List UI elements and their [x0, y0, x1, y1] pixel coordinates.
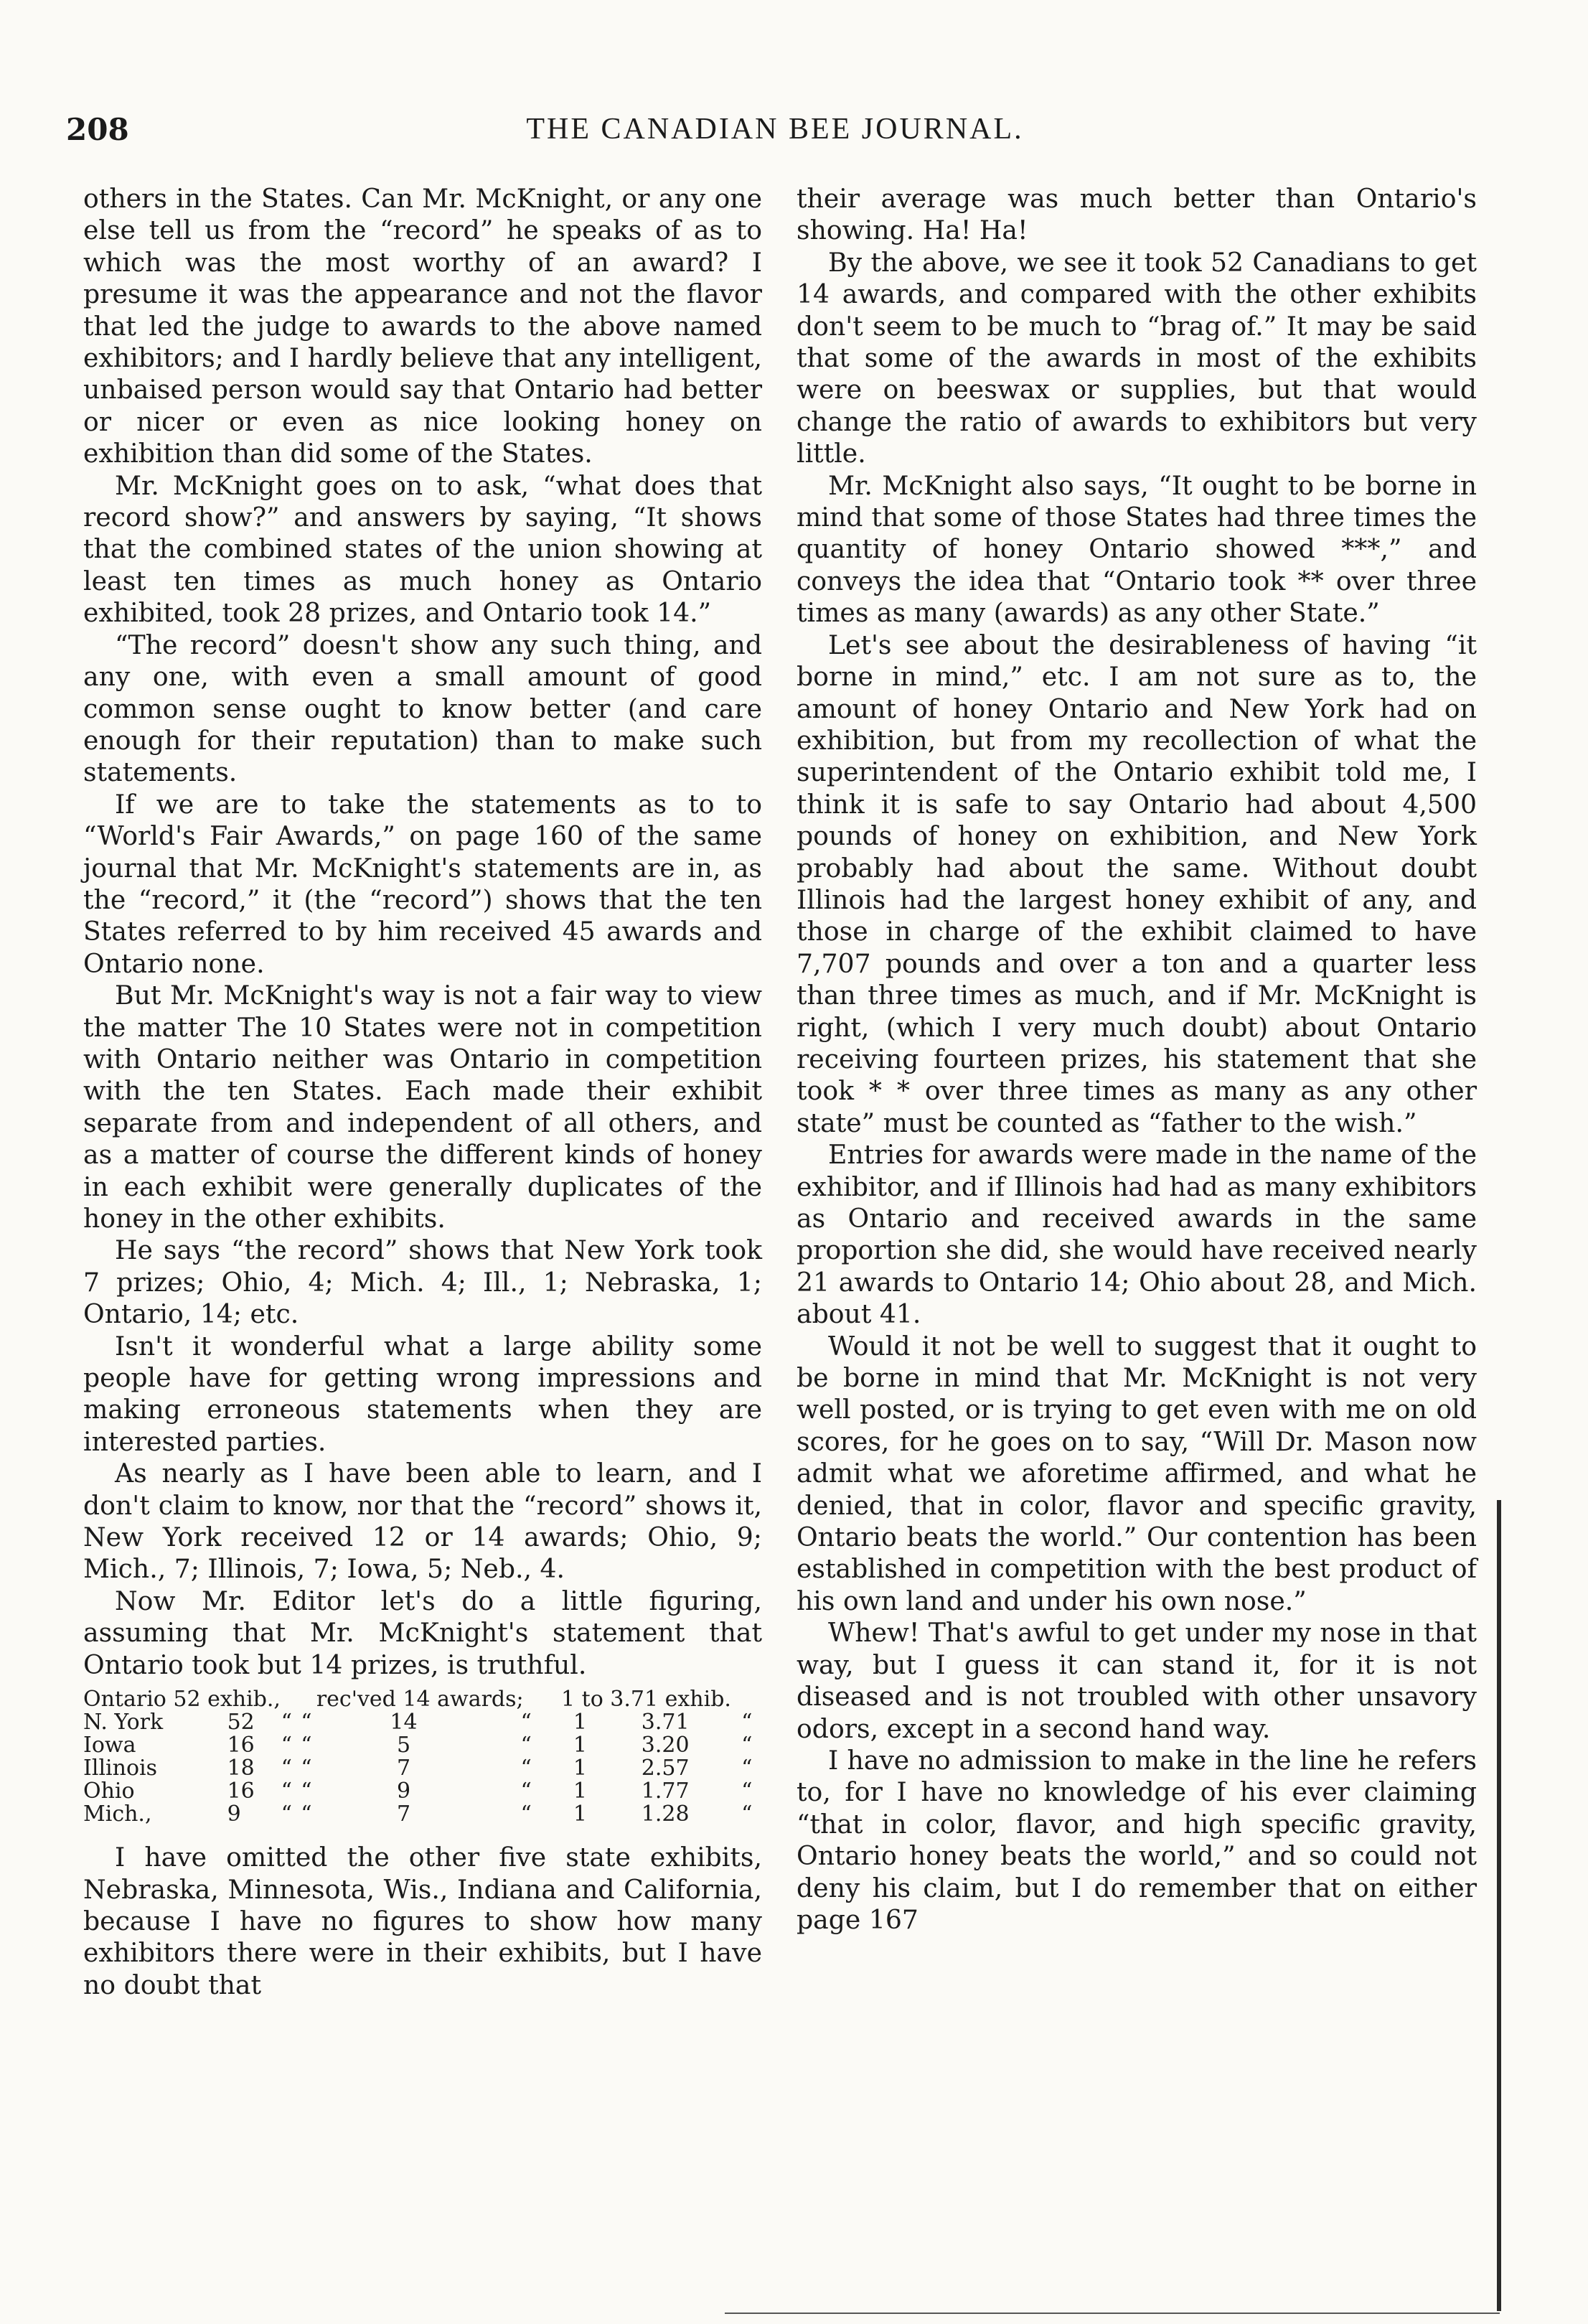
paragraph: But Mr. McKnight's way is not a fair way to view the matter The 10 States were not in competition with Ontario neither was Ontario in competition with the ten States. Each made their exhibit separate from and independent of all others, and as a matter of course the different kinds of honey in each exhibit were generally duplicates of the honey in the other exhibits. [83, 980, 762, 1234]
table-cell: 9 [227, 1801, 241, 1827]
table-header-cell: rec'ved 14 awards; [316, 1687, 524, 1712]
paragraph: As nearly as I have been able to learn, and I don't claim to know, nor that the “record” shows it, New York received 12 or 14 awards; Ohio, 9; Mich., 7; Illinois, 7; Iowa, 5; Neb., 4. [83, 1458, 762, 1585]
table-cell: Mich., [83, 1801, 152, 1827]
table-cell: 2.57 [641, 1756, 690, 1781]
table-cell: 3.71 [641, 1710, 690, 1735]
page-number: 208 [66, 112, 129, 147]
table-cell: “ [281, 1710, 292, 1735]
table-cell: “ [281, 1756, 292, 1781]
table-cell: Illinois [83, 1756, 158, 1781]
left-column [83, 183, 762, 2001]
paragraph: If we are to take the statements as to to “World's Fair Awards,” on page 160 of the same journal that Mr. McKnight's statements are in, as the “record,” it (the “record”) shows that the ten States referred to by him received 45 awards and Ontario none. [83, 788, 762, 979]
paragraph: He says “the record” shows that New York took 7 prizes; Ohio, 4; Mich. 4; Ill., 1; Nebraska, 1; Ontario, 14; etc. [83, 1234, 762, 1330]
paragraph: Now Mr. Editor let's do a little figuring, assuming that Mr. McKnight's statement that Ontario took but 14 prizes, is truthful. [83, 1585, 762, 1680]
paragraph: Mr. McKnight goes on to ask, “what does that record show?” and answers by saying, “It shows that the combined states of the union showing at least ten times as much honey as Ontario exhibited, took 28 prizes, and Ontario took 14.” [83, 469, 762, 629]
table-header-cell: 1 to 3.71 exhib. [561, 1687, 731, 1712]
right-column [797, 183, 1477, 1936]
table-cell: 5 [396, 1733, 411, 1758]
table-cell: “ [301, 1779, 312, 1804]
table-cell: “ [741, 1801, 753, 1827]
table-cell: 14 [390, 1710, 418, 1735]
table-cell: 7 [396, 1801, 411, 1827]
paragraph: I have omitted the other five state exhibits, Nebraska, Minnesota, Wis., Indiana and California, because I have no figures to show how many exhibitors there were in their exhibits, but I have no doubt that [83, 1842, 762, 2000]
table-cell: 1 [573, 1779, 587, 1804]
table-cell: “ [281, 1779, 292, 1804]
table-cell: “ [741, 1756, 753, 1781]
table-cell: “ [520, 1779, 532, 1804]
table-cell: 1 [573, 1801, 587, 1827]
paragraph: Let's see about the desirableness of having “it borne in mind,” etc. I am not sure as to, the amount of honey Ontario and New York had on exhibition, but from my recollection of what the superintendent of the Ontario exhibit told me, I think it is safe to say Ontario had about 4,500 pounds of honey on exhibition, and New York probably had about the same. Without doubt Illinois had the largest honey exhibit of any, and those in charge of the exhibit claimed to have 7,707 pounds and over a ton and a quarter less than three times as much, and if Mr. McKnight is right, (which I very much doubt) about Ontario receiving fourteen prizes, his statement that she took * * over three times as many as any other state” must be counted as “father to the wish.” [797, 629, 1477, 1138]
table-cell: “ [520, 1733, 532, 1758]
margin-rule [1497, 1500, 1501, 2311]
table-row [83, 1711, 762, 1734]
table-cell: 52 [227, 1710, 255, 1735]
table-cell: “ [281, 1733, 292, 1758]
table-cell: “ [520, 1756, 532, 1781]
awards-table [83, 1688, 762, 1826]
table-cell: 16 [227, 1733, 255, 1758]
paragraph: By the above, we see it took 52 Canadians to get 14 awards, and compared with the other exhibits don't seem to be much to “brag of.” It may be said that some of the awards in most of the exhibits were on beeswax or supplies, but that would change the ratio of awards to exhibitors but very little. [797, 246, 1477, 469]
table-cell: 1 [573, 1733, 587, 1758]
table-cell: “ [520, 1710, 532, 1735]
journal-title: THE CANADIAN BEE JOURNAL. [526, 113, 1024, 146]
table-row [83, 1734, 762, 1757]
paragraph: others in the States. Can Mr. McKnight, or any one else tell us from the “record” he speaks of as to which was the most worthy of an award? I presume it was the appearance and not the flavor that led the judge to awards to the above named exhibitors; and I hardly believe that any intelligent, unbaised person would say that Ontario had better or nicer or even as nice looking honey on exhibition than did some of the States. [83, 183, 762, 469]
table-cell: 18 [227, 1756, 255, 1781]
paragraph: Would it not be well to suggest that it ought to be borne in mind that Mr. McKnight is not very well posted, or is trying to get even with me on old scores, for he goes on to say, “Will Dr. Mason now admit what we aforetime affirmed, and what he denied, that in color, flavor and specific gravity, Ontario beats the world.” Our contention has been established in competition with the best product of his own land and under his own nose.” [797, 1330, 1477, 1616]
table-cell: 1 [573, 1756, 587, 1781]
table-cell: Iowa [83, 1733, 136, 1758]
paragraph: “The record” doesn't show any such thing, and any one, with even a small amount of good common sense ought to know better (and care enough for their reputation) than to make such statements. [83, 629, 762, 788]
table-cell: 1.77 [641, 1779, 690, 1804]
table-cell: 9 [396, 1779, 411, 1804]
table-cell: Ohio [83, 1779, 135, 1804]
table-cell: “ [741, 1733, 753, 1758]
paragraph: Isn't it wonderful what a large ability some people have for getting wrong impressions and making erroneous statements when they are interested parties. [83, 1330, 762, 1457]
table-header-cell: Ontario 52 exhib., [83, 1687, 281, 1712]
table-row [83, 1757, 762, 1780]
paragraph: Entries for awards were made in the name of the exhibitor, and if Illinois had had as many exhibitors as Ontario and received awards in the same proportion she did, she would have received nearly 21 awards to Ontario 14; Ohio about 28, and Mich. about 41. [797, 1139, 1477, 1330]
table-cell: “ [301, 1801, 312, 1827]
paragraph: Whew! That's awful to get under my nose in that way, but I guess it can stand it, for it is not diseased and is not troubled with other unsavory odors, except in a second hand way. [797, 1617, 1477, 1744]
table-row [83, 1803, 762, 1826]
table-cell: N. York [83, 1710, 164, 1735]
table-cell: “ [301, 1756, 312, 1781]
table-cell: 7 [396, 1756, 411, 1781]
table-cell: 1.28 [641, 1801, 690, 1827]
paragraph: I have no admission to make in the line he refers to, for I have no knowledge of his ever claiming “that in color, flavor, and high specific gravity, Ontario honey beats the world,” and so could not deny his claim, but I do remember that on either page 167 [797, 1744, 1477, 1935]
table-cell: “ [281, 1801, 292, 1827]
table-header-row [83, 1688, 762, 1711]
table-cell: “ [741, 1779, 753, 1804]
table-cell: 3.20 [641, 1733, 690, 1758]
table-cell: 16 [227, 1779, 255, 1804]
table-cell: “ [301, 1710, 312, 1735]
paragraph: Mr. McKnight also says, “It ought to be borne in mind that some of those States had three times the quantity of honey Ontario showed ***,” and conveys the idea that “Ontario took ** over three times as many (awards) as any other State.” [797, 469, 1477, 629]
table-cell: “ [741, 1710, 753, 1735]
table-cell: “ [520, 1801, 532, 1827]
paragraph: their average was much better than Ontario's showing. Ha! Ha! [797, 183, 1477, 246]
table-cell: 1 [573, 1710, 587, 1735]
table-row [83, 1780, 762, 1803]
table-cell: “ [301, 1733, 312, 1758]
bottom-rule [725, 2313, 1500, 2314]
